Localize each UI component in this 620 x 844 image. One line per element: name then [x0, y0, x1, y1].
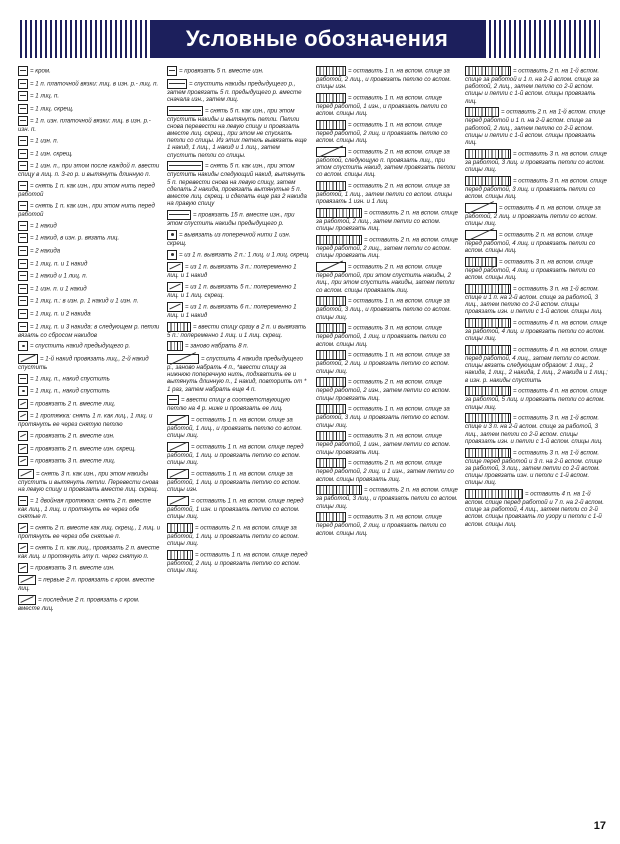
stitch-symbol-icon	[167, 66, 177, 76]
stitch-symbol-icon	[18, 469, 34, 479]
legend-entry-text: = оставить 3 п. на вспом. спице перед работой, 3 лиц. и провязать петли со вспом. спицы лиц.	[465, 177, 607, 201]
legend-entry	[167, 161, 310, 207]
stitch-symbol-icon	[465, 203, 497, 213]
legend-entry-text: = оставить 2 п. на вспом. спице перед работой, 4 лиц. и провязать петли со вспом. спицы лиц.	[465, 231, 596, 255]
stitch-symbol-icon	[18, 374, 28, 384]
legend-entry-text: = 2 накида	[30, 247, 61, 255]
legend-entry	[18, 104, 161, 114]
stitch-symbol-icon	[316, 181, 346, 191]
legend-entry-text: = из 1 п. вывязать 5 п.: попеременно 1 лиц. и 1 лиц. скрещ.	[167, 283, 297, 299]
stitch-symbol-icon	[167, 106, 203, 116]
legend-entry	[18, 136, 161, 146]
legend-entry-text: = оставить 3 п. на 1-й вспом. спице и 3 п. на 2-й вспом. спице за работой, 3 лиц., затем петли со 2-й вспом. спицы провязать изн. и петли с 1-й вспом. спицы лиц.	[465, 415, 603, 445]
stitch-symbol-icon	[316, 296, 346, 306]
legend-column-3	[316, 66, 459, 828]
stitch-symbol-icon	[167, 302, 183, 312]
stitch-symbol-icon	[465, 176, 511, 186]
legend-entry-text: = оставить 2 п. на вспом. спице за работой, 3 лиц., и провязать петли со вспом. спицы лиц.	[316, 487, 458, 510]
stitch-symbol-icon	[465, 284, 511, 294]
stitch-symbol-icon	[18, 563, 28, 573]
legend-entry	[18, 399, 161, 409]
legend-entry-text: = 1 накид	[30, 222, 57, 230]
stitch-symbol-icon	[18, 399, 28, 409]
legend-entry	[167, 415, 310, 439]
legend-entry-text: = снять 1 п. как изн., при этом нить перед работой	[18, 202, 155, 218]
legend-entry	[167, 341, 310, 351]
legend-entry	[316, 66, 459, 90]
legend-entry	[316, 235, 459, 259]
stitch-symbol-icon	[18, 259, 28, 269]
stitch-symbol-icon	[465, 257, 497, 267]
legend-entry-text: = оставить 2 п. на вспом. спице за работой, 1 лиц., затем петли со вспом. спицы провязать 1 изн. и 1 лиц.	[316, 182, 453, 206]
stitch-symbol-icon	[167, 322, 191, 332]
stitch-symbol-icon	[18, 543, 28, 553]
legend-entry	[167, 230, 310, 247]
stitch-symbol-icon	[18, 181, 28, 191]
legend-entry-text: = оставить 1 п. на вспом. спице за работой, 3 лиц. и провязать петлю со вспом. спицы лиц.	[316, 406, 450, 429]
stitch-symbol-icon	[18, 431, 28, 441]
stitch-symbol-icon	[167, 210, 191, 220]
legend-entry-text: = оставить 3 п. на 1-й вспом. спице перед работой и 3 п. на 2-й вспом. спице за работой, 3 лиц., затем петли со 2-й вспом. спицы провязать изн. и петли с 1-й вспом. спицы лиц.	[465, 449, 602, 487]
stitch-symbol-icon	[316, 147, 346, 157]
legend-entry-text: = провязать 15 п. вместе изн., при этом спустить накиды предыдущего р.	[167, 211, 295, 228]
legend-columns	[18, 66, 608, 828]
legend-entry-text: = 1 изн. п.	[30, 137, 59, 145]
legend-entry	[465, 107, 608, 146]
legend-entry-text: = 1 накид и 1 лиц. п.	[30, 272, 88, 280]
legend-entry	[316, 296, 459, 320]
stitch-symbol-icon	[167, 442, 189, 452]
legend-entry	[167, 496, 310, 520]
stitch-symbol-icon	[18, 444, 28, 454]
legend-entry-text: = оставить 3 п. на вспом. спице перед работой, 2 лиц. и провязать петли со вспом. спицы лиц.	[316, 514, 447, 537]
legend-entry-text: = 1 изн. скрещ.	[30, 150, 73, 158]
legend-entry	[18, 233, 161, 243]
legend-entry	[18, 354, 161, 371]
stitch-symbol-icon	[18, 386, 28, 396]
legend-entry	[18, 116, 161, 133]
legend-entry-text: = оставить 4 п. на вспом. спице перед работой, 4 лиц., затем петли со вспом. спицы вязать следующим образом: 1 лиц., 2 накида, 1 лиц., 2 накида, 1 лиц., 2 накида и 1 лиц.; в изн. р. накиды спустить	[465, 346, 608, 384]
legend-entry	[316, 458, 459, 482]
legend-entry	[18, 79, 161, 89]
legend-entry-text: = оставить 1 п. на вспом. спице за работой, 2 лиц., и провязать петлю со вспом. спицы изн.	[316, 67, 452, 91]
legend-entry	[316, 181, 459, 205]
legend-entry	[167, 442, 310, 466]
legend-entry	[167, 79, 310, 103]
stitch-symbol-icon	[316, 262, 346, 272]
stitch-symbol-icon	[18, 456, 28, 466]
legend-entry-text: = оставить 4 п. на 1-й вспом. спице перед работой и 7 п. на 2-й вспом. спице за работой, 4 лиц., затем петли со 2-й вспом. спицы провязать по узору и петли с 1-й вспом. спицы лиц.	[465, 490, 604, 528]
legend-entry-text: = оставить 3 п. на вспом. спице перед работой, 4 лиц. и провязать петли со вспом. спицы лиц.	[465, 258, 596, 282]
legend-entry	[167, 250, 310, 260]
stitch-symbol-icon	[18, 284, 28, 294]
stitch-symbol-icon	[18, 91, 28, 101]
stitch-symbol-icon	[167, 523, 193, 533]
legend-entry	[18, 341, 161, 351]
legend-entry	[316, 147, 459, 179]
legend-entry-text: = первые 2 п. провязать с кром. вместе лиц.	[18, 576, 155, 593]
stitch-symbol-icon	[18, 233, 28, 243]
legend-entry-text: = снять 1 п. как изн., при этом нить перед работой	[18, 182, 155, 199]
legend-entry	[465, 149, 608, 173]
legend-entry-text: = последние 2 п. провязать с кром. вместе лиц.	[18, 596, 140, 613]
stitch-symbol-icon	[465, 386, 511, 396]
legend-entry	[18, 575, 161, 592]
legend-entry	[167, 354, 310, 393]
stitch-symbol-icon	[18, 354, 38, 364]
stitch-symbol-icon	[18, 246, 28, 256]
stitch-symbol-icon	[167, 341, 183, 351]
stitch-symbol-icon	[167, 262, 183, 272]
legend-entry	[18, 246, 161, 256]
legend-entry-text: = оставить 1 п. на вспом. спице за работой, 1 лиц., и провязать петлю со вспом. спицы лиц.	[167, 416, 303, 440]
legend-entry	[465, 257, 608, 281]
legend-entry-text: = оставить 4 п. на вспом. спице за работой, 4 лиц. и провязать петли со вспом. спицы лиц.	[465, 319, 607, 343]
legend-entry-text: = кром.	[30, 67, 51, 75]
legend-entry-text: = из 1 п. вывязать 2 п.: 1 лиц. и 1 лиц. скрещ.	[179, 251, 310, 259]
stitch-symbol-icon	[18, 161, 28, 171]
legend-entry	[167, 262, 310, 279]
legend-entry	[18, 523, 161, 540]
legend-entry	[167, 282, 310, 299]
legend-entry-text: = оставить 2 п. на вспом. спице перед работой, 2 лиц., затем петли со вспом. спицы провязать лиц.	[316, 236, 458, 260]
stitch-symbol-icon	[18, 271, 28, 281]
stitch-symbol-icon	[465, 345, 511, 355]
stitch-symbol-icon	[18, 136, 28, 146]
legend-entry-text: = снять 3 п. как изн., при этом накиды спустить и вытянуть петли. Перевести снова на левую спицу и провязать вместе лиц. скрещ.	[18, 470, 159, 494]
legend-entry-text: = провязать 2 п. вместе лиц.	[30, 400, 116, 408]
legend-entry	[18, 456, 161, 466]
stitch-symbol-icon	[18, 523, 28, 533]
legend-entry-text: = 1 лиц. п. и 1 накид	[30, 260, 88, 268]
legend-entry	[18, 496, 161, 520]
stitch-symbol-icon	[167, 79, 187, 89]
legend-entry-text: = снять 2 п. вместе как лиц. скрещ., 1 лиц. и протянуть ее через обе снятые п.	[18, 524, 161, 541]
legend-entry-text: = 1 лиц. п. и 3 накида: в следующем р. петли вязать со сбросом накидов	[18, 323, 160, 339]
legend-entry-text: = 1 лиц. п.	[30, 92, 60, 100]
stitch-symbol-icon	[18, 296, 28, 306]
stitch-symbol-icon	[465, 66, 511, 76]
legend-entry-text: = заново набрать 8 п.	[185, 343, 249, 350]
legend-entry-text: = оставить 2 п. на вспом. спице перед работой, 2 лиц. и 1 изн., затем петли со вспом. спицы провязать лиц.	[316, 460, 454, 483]
legend-entry	[316, 431, 459, 455]
stitch-symbol-icon	[316, 235, 362, 245]
banner-stripes-right	[484, 20, 600, 58]
legend-entry-text: = ввести спицу в соответствующую петлю на 4 р. ниже и провязать ее лиц.	[167, 397, 290, 413]
legend-entry	[316, 323, 459, 347]
legend-entry-text: = оставить 4 п. на вспом. спице за работой, 5 лиц. и провязать петли со вспом. спицы лиц.	[465, 388, 607, 411]
legend-entry-text: = провязать 2 п. вместе изн. скрещ.	[30, 445, 136, 453]
legend-entry	[465, 176, 608, 200]
legend-entry	[18, 543, 161, 560]
legend-entry-text: = из 1 п. вывязать 6 п.: попеременно 1 лиц. и 1 накид	[167, 303, 297, 319]
legend-entry	[316, 485, 459, 509]
legend-entry-text: = оставить 2 п. на 1-й вспом. спице за работой и 1 п. на 2-й вспом. спице за работой, 2 лиц., затем петлю со 2-й вспом. спицы и петли с 1-й вспом. спицы провязать лиц.	[465, 67, 600, 105]
stitch-symbol-icon	[18, 116, 28, 126]
legend-entry	[18, 595, 161, 612]
legend-entry-text: = ввести спицу сразу в 2 п. и вывязать 5 п.: попеременно 1 лиц. и 1 лиц. скрещ.	[167, 323, 307, 339]
legend-entry	[18, 444, 161, 454]
stitch-symbol-icon	[465, 107, 499, 117]
stitch-symbol-icon	[18, 595, 36, 605]
legend-entry	[167, 550, 310, 574]
legend-entry-text: = оставить 3 п. на вспом. спице за работой, 3 лиц. и провязать петли со вспом. спицы лиц.	[465, 150, 607, 174]
stitch-symbol-icon	[18, 496, 28, 506]
stitch-symbol-icon	[465, 230, 497, 240]
stitch-symbol-icon	[167, 415, 189, 425]
legend-entry	[316, 350, 459, 374]
legend-entry	[167, 302, 310, 319]
legend-entry	[167, 469, 310, 493]
stitch-symbol-icon	[316, 512, 346, 522]
stitch-symbol-icon	[167, 250, 177, 260]
legend-entry-text: = 1 п. изн. платочной вязки: лиц. в изн. р.- изн. п.	[18, 117, 151, 134]
legend-entry-text: = оставить 1 п. на вспом. спице перед работой, 1 лиц. и провязать петлю со вспом. спицы лиц.	[167, 443, 304, 467]
legend-entry	[167, 322, 310, 339]
legend-entry	[18, 271, 161, 281]
legend-entry	[18, 149, 161, 159]
legend-entry	[465, 230, 608, 254]
stitch-symbol-icon	[316, 404, 346, 414]
stitch-symbol-icon	[316, 458, 346, 468]
stitch-symbol-icon	[18, 149, 28, 159]
legend-entry-text: = 1 изн. п., при этом после каждой п. ввести спицу в лиц. п. 3-го р. и вытянуть длинную п.	[18, 162, 160, 179]
legend-entry-text: = оставить 3 п. на вспом. спице перед работой, 1 изн., затем петли со вспом. спицы провязать лиц.	[316, 433, 451, 456]
legend-entry-text: = спустить 4 накида предыдущего р., заново набрать 4 п., *ввести спицу за нижнюю поперечную нить, подхватить ее и вытянуть длинную п., 1 накид, повторить от * 1 раз, затем набрать еще 4 п.	[167, 355, 307, 393]
legend-entry	[18, 563, 161, 573]
stitch-symbol-icon	[18, 104, 28, 114]
stitch-symbol-icon	[316, 66, 346, 76]
legend-entry	[167, 395, 310, 412]
stitch-symbol-icon	[465, 149, 511, 159]
legend-entry-text: = оставить 2 п. на вспом. спице за работой, следующую п. провязать лиц., при этом спустить накид, затем провязать петли со вспом. спицы лиц.	[316, 148, 456, 179]
stitch-symbol-icon	[316, 93, 346, 103]
stitch-symbol-icon	[18, 221, 28, 231]
legend-entry-text: = спустить накиды предыдущего р., затем провязать 5 п. предыдущего р. вместе сначала изн., затем лиц.	[167, 80, 302, 103]
legend-entry-text: = оставить 2 п. на вспом. спице за работой, 2 лиц., затем петли со вспом. спицы провязать лиц.	[316, 209, 458, 233]
legend-entry	[465, 203, 608, 227]
legend-entry-text: = 1 лиц. п., накид спустить	[30, 375, 110, 383]
stitch-symbol-icon	[167, 395, 179, 405]
legend-column-4	[465, 66, 608, 828]
legend-entry-text: = 1 двойная протяжка: снять 2 п. вместе как лиц., 1 лиц. и протянуть ее через обе снятые п.	[18, 497, 151, 521]
legend-entry	[18, 296, 161, 306]
legend-entry-text: = вывязать из поперечной нити 1 изн. скрещ.	[167, 231, 291, 247]
legend-entry-text: = 1 лиц. п. и 2 накида	[30, 310, 91, 318]
stitch-symbol-icon	[316, 120, 346, 130]
legend-entry-text: = из 1 п. вывязать 3 п.: попеременно 1 лиц. и 1 накид	[167, 263, 297, 280]
legend-entry	[18, 161, 161, 178]
stitch-symbol-icon	[465, 489, 523, 499]
legend-entry	[18, 411, 161, 428]
stitch-symbol-icon	[465, 448, 511, 458]
stitch-symbol-icon	[18, 322, 28, 332]
legend-column-1	[18, 66, 161, 828]
legend-entry	[18, 469, 161, 493]
legend-entry-text: = провязать 2 п. вместе изн.	[30, 432, 115, 440]
stitch-symbol-icon	[316, 323, 346, 333]
legend-entry-text: = провязать 3 п. вместе лиц.	[30, 458, 116, 466]
legend-entry-text: = снять 5 п. как изн., при этом спустить накиды следующий накид, вытянуть 5 п. перевести снова на левую спицу, затем сделать 2 накида, провязать вытянутые 5 п. вместе лиц. скрещ. и сделать еще раз 2 накида на правую спицу	[167, 163, 307, 208]
legend-entry-text: = снять 5 п. как изн., при этом спустить накиды и вытянуть петли. Петли снова перевести на левую спицу и провязать вместе лиц. скрещ., при этом не спускать петли со спицы. Из этих петель вывязать еще 1 накид, 1 лиц., 1 накид и 1 лиц., затем спустить петли со спицы.	[167, 107, 307, 159]
legend-entry	[18, 181, 161, 198]
stitch-symbol-icon	[167, 230, 177, 240]
legend-entry-text: = оставить 2 п. на вспом. спице перед работой, при этом спустить накиды, 2 лиц., при этом спустить накиды, затем петли со вспом. спицы провязать лиц.	[316, 263, 455, 294]
legend-entry-text: = оставить 2 п. на 1-й вспом. спице перед работой и 1 п. на 2-й вспом. спице за работой, 2 лиц., затем петлю со 2-й вспом. спицы и петли с 1-й вспом. спицы провязать лиц.	[465, 109, 606, 147]
legend-entry	[167, 523, 310, 547]
legend-entry-text: = 1 протяжка: снять 1 п. как лиц., 1 лиц. и протянуть ее через снятую петлю	[18, 413, 153, 429]
legend-entry	[18, 66, 161, 76]
legend-entry-text: = оставить 1 п. на вспом. спице перед работой, 2 лиц. и провязать петлю со вспом. спицы лиц.	[316, 121, 448, 145]
legend-entry	[18, 322, 161, 339]
legend-entry-text: = оставить 3 п. на вспом. спице перед работой, 1 лиц. и провязать петли со вспом. спицы лиц.	[316, 325, 447, 348]
legend-entry	[18, 374, 161, 384]
legend-entry-text: = 1 лиц. п., накид спустить	[30, 387, 110, 395]
page-number: 17	[593, 820, 606, 832]
stitch-symbol-icon	[18, 309, 28, 319]
legend-entry	[18, 201, 161, 218]
legend-entry	[316, 377, 459, 401]
legend-entry	[167, 210, 310, 227]
stitch-symbol-icon	[316, 485, 362, 495]
stitch-symbol-icon	[316, 431, 346, 441]
stitch-symbol-icon	[167, 469, 189, 479]
stitch-symbol-icon	[18, 66, 28, 76]
legend-entry-text: = провязать 3 п. вместе изн.	[30, 564, 115, 572]
legend-entry	[316, 208, 459, 232]
stitch-symbol-icon	[18, 575, 36, 585]
legend-entry	[465, 448, 608, 487]
legend-entry-text: = снять 1 п. как лиц., провязать 2 п. вместе как лиц. и протянуть эту п. через снятую п.	[18, 544, 160, 560]
legend-entry-text: = оставить 1 п. на вспом. спице перед работой, 1 изн., и провязать петли со вспом. спицы лиц.	[316, 94, 448, 118]
legend-entry-text: = 1-й накид провязать лиц., 2-й накид спустить	[18, 355, 149, 371]
page-header	[0, 0, 620, 62]
stitch-symbol-icon	[18, 341, 28, 351]
stitch-symbol-icon	[465, 318, 511, 328]
legend-entry	[18, 284, 161, 294]
legend-entry-text: = оставить 1 п. на вспом. спице за работой, 3 лиц., и провязать петлю со вспом. спицы лиц.	[316, 298, 452, 321]
legend-entry	[18, 386, 161, 396]
legend-entry-text: = оставить 1 п. на вспом. спице за работой, 1 лиц. и провязать петлю со вспом. спицы изн.	[167, 470, 301, 494]
legend-entry	[18, 431, 161, 441]
legend-entry	[316, 262, 459, 294]
stitch-symbol-icon	[167, 354, 199, 364]
stitch-symbol-icon	[167, 496, 189, 506]
legend-column-2	[167, 66, 310, 828]
legend-entry-text: = оставить 2 п. на вспом. спице перед работой, 2 изн., затем петли со вспом. спицы провязать лиц.	[316, 379, 451, 402]
legend-entry-text: = спустить накид предыдущего р.	[30, 342, 131, 350]
legend-entry-text: = оставить 2 п. на вспом. спице за работой, 1 лиц. и провязать петли со вспом. спицы лиц.	[167, 524, 300, 548]
legend-entry-text: = оставить 1 п. на вспом. спице перед работой, 1 изн. и провязать петлю со вспом. спицы лиц.	[167, 497, 304, 521]
page-title: Условные обозначения	[150, 20, 484, 58]
legend-entry-text: = провязать 5 п. вместе изн.	[179, 67, 264, 75]
legend-entry	[18, 221, 161, 231]
legend-entry	[316, 120, 459, 144]
legend-entry	[316, 512, 459, 536]
legend-entry-text: = 1 п. платочной вязки: лиц. в изн. р.- лиц. п.	[30, 80, 159, 88]
legend-entry	[465, 489, 608, 528]
legend-entry	[465, 284, 608, 316]
legend-entry-text: = оставить 4 п. на вспом. спице за работой, 2 лиц. и провязать петли со вспом. спицы лиц.	[465, 204, 601, 228]
stitch-symbol-icon	[18, 79, 28, 89]
legend-entry	[465, 318, 608, 342]
legend-entry-text: = оставить 1 п. на вспом. спице за работой, 2 лиц. и провязать петлю со вспом. спицы лиц.	[316, 352, 450, 375]
legend-entry	[316, 404, 459, 428]
legend-entry	[465, 66, 608, 105]
legend-entry-text: = оставить 1 п. на вспом. спице перед работой, 2 лиц. и провязать петлю со вспом. спицы лиц.	[167, 551, 308, 575]
stitch-symbol-icon	[316, 350, 346, 360]
stitch-symbol-icon	[18, 201, 28, 211]
legend-entry	[465, 386, 608, 410]
banner-stripes-left	[20, 20, 150, 58]
legend-entry	[18, 91, 161, 101]
legend-entry-text: = 1 лиц. скрещ.	[30, 105, 74, 113]
legend-entry	[167, 106, 310, 159]
legend-entry	[18, 259, 161, 269]
legend-entry-text: = 1 изн. п. и 1 накид	[30, 285, 87, 293]
stitch-symbol-icon	[167, 282, 183, 292]
legend-entry	[18, 309, 161, 319]
stitch-symbol-icon	[465, 413, 511, 423]
stitch-symbol-icon	[18, 411, 28, 421]
stitch-symbol-icon	[167, 161, 203, 171]
legend-entry	[316, 93, 459, 117]
legend-entry	[465, 345, 608, 384]
stitch-symbol-icon	[167, 550, 193, 560]
legend-entry-text: = оставить 3 п. на 1-й вспом. спице и 1 п. на 2-й вспом. спице за работой, 3 лиц., затем петлю со 2-й вспом. спицы провязать изн. и петли с 1-й вспом. спицы лиц.	[465, 285, 603, 316]
legend-entry	[465, 413, 608, 445]
legend-entry-text: = 1 лиц. п.: в изн. р. 1 накид и 1 изн. п.	[30, 297, 139, 305]
stitch-symbol-icon	[316, 377, 346, 387]
legend-entry-text: = 1 накид, в изн. р. вязать лиц.	[30, 234, 120, 242]
legend-entry	[167, 66, 310, 76]
stitch-symbol-icon	[316, 208, 362, 218]
